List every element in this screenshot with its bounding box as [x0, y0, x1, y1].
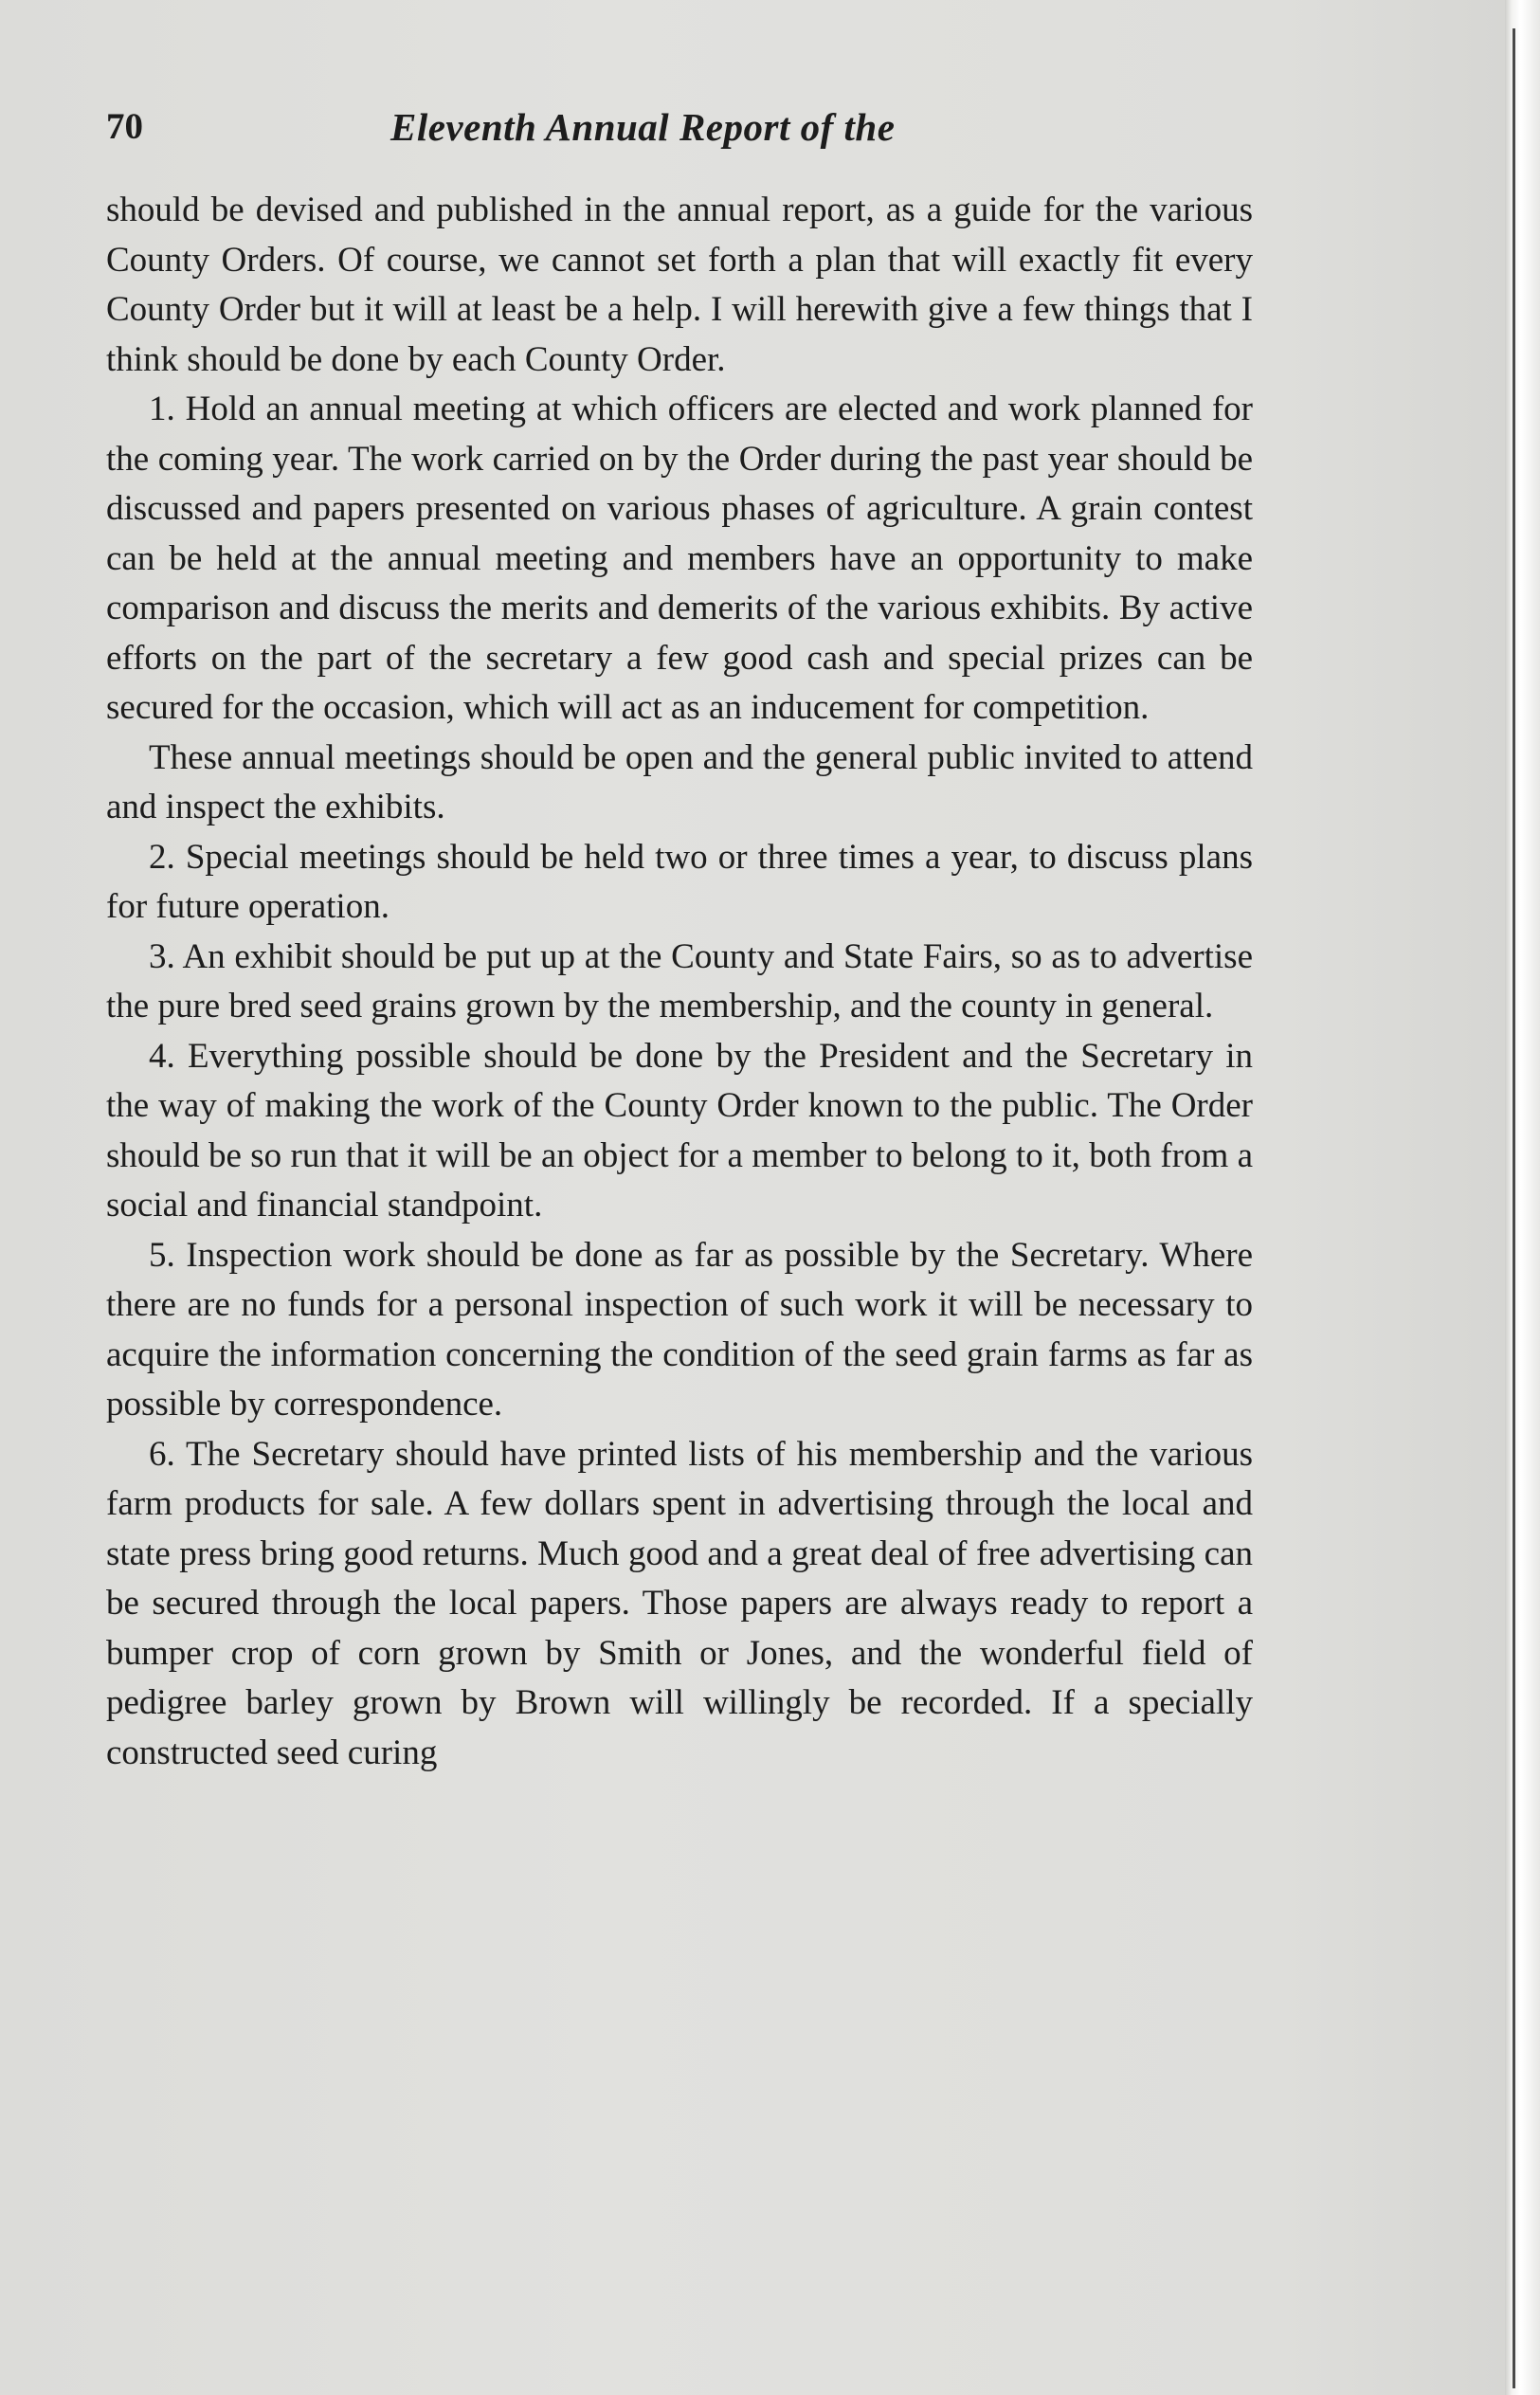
- page-header: [106, 99, 1253, 155]
- paragraph-item-4: 4. Everything possible should be done by the President and the Secretary in the way of making the work of the County Order known to the public. The Order should be so run that it will be an object for a member to belong to it, both from a social and financial standpoint.: [106, 1036, 1253, 1225]
- paragraph-continuation: should be devised and published in the annual report, as a guide for the various County Orders. Of course, we cannot set forth a plan that will exactly fit every County Order but it will at least be a help. I will herewith give a few things that I think should be done by each County Order.: [106, 191, 1253, 379]
- paragraph-item-3: 3. An exhibit should be put up at the County and State Fairs, so as to advertise the pure bred seed grains grown by the membership, and the county in general.: [106, 936, 1253, 1025]
- paragraph-annual-meetings: These annual meetings should be open and the general public invited to attend and inspect the exhibits.: [106, 737, 1253, 826]
- paragraph-item-6: 6. The Secretary should have printed lists of his membership and the various farm products for sale. A few dollars spent in advertising through the local and state press bring good returns. Much good and a great deal of free advertising can be secured through the local papers. Those papers are always ready to report a bumper crop of corn grown by Smith or Jones, and the wonderful field of pedigree barley grown by Brown will willingly be recorded. If a specially constructed seed curing: [106, 1434, 1253, 1772]
- paragraph-item-1: 1. Hold an annual meeting at which officers are elected and work planned for the coming year. The work carried on by the Order during the past year should be discussed and papers presented on various phases of agriculture. A grain contest can be held at the annual meeting and members have an opportunity to make comparison and discuss the merits and demerits of the various exhibits. By active efforts on the part of the secretary a few good cash and special prizes can be secured for the occasion, which will act as an inducement for competition.: [106, 390, 1253, 727]
- paragraph-item-2: 2. Special meetings should be held two or three times a year, to discuss plans for future operation.: [106, 837, 1253, 926]
- book-spine-edge: [1505, 0, 1540, 2395]
- page-body: [106, 186, 1253, 1778]
- book-gutter-line: [1513, 28, 1515, 2388]
- paragraph-item-5: 5. Inspection work should be done as far as possible by the Secretary. Where there are no funds for a personal inspection of such work it will be necessary to acquire the information concerning the condition of the seed grain farms as far as possible by correspondence.: [106, 1235, 1253, 1424]
- running-title: Eleventh Annual Report of the: [390, 105, 896, 149]
- page-number: 70: [106, 106, 143, 147]
